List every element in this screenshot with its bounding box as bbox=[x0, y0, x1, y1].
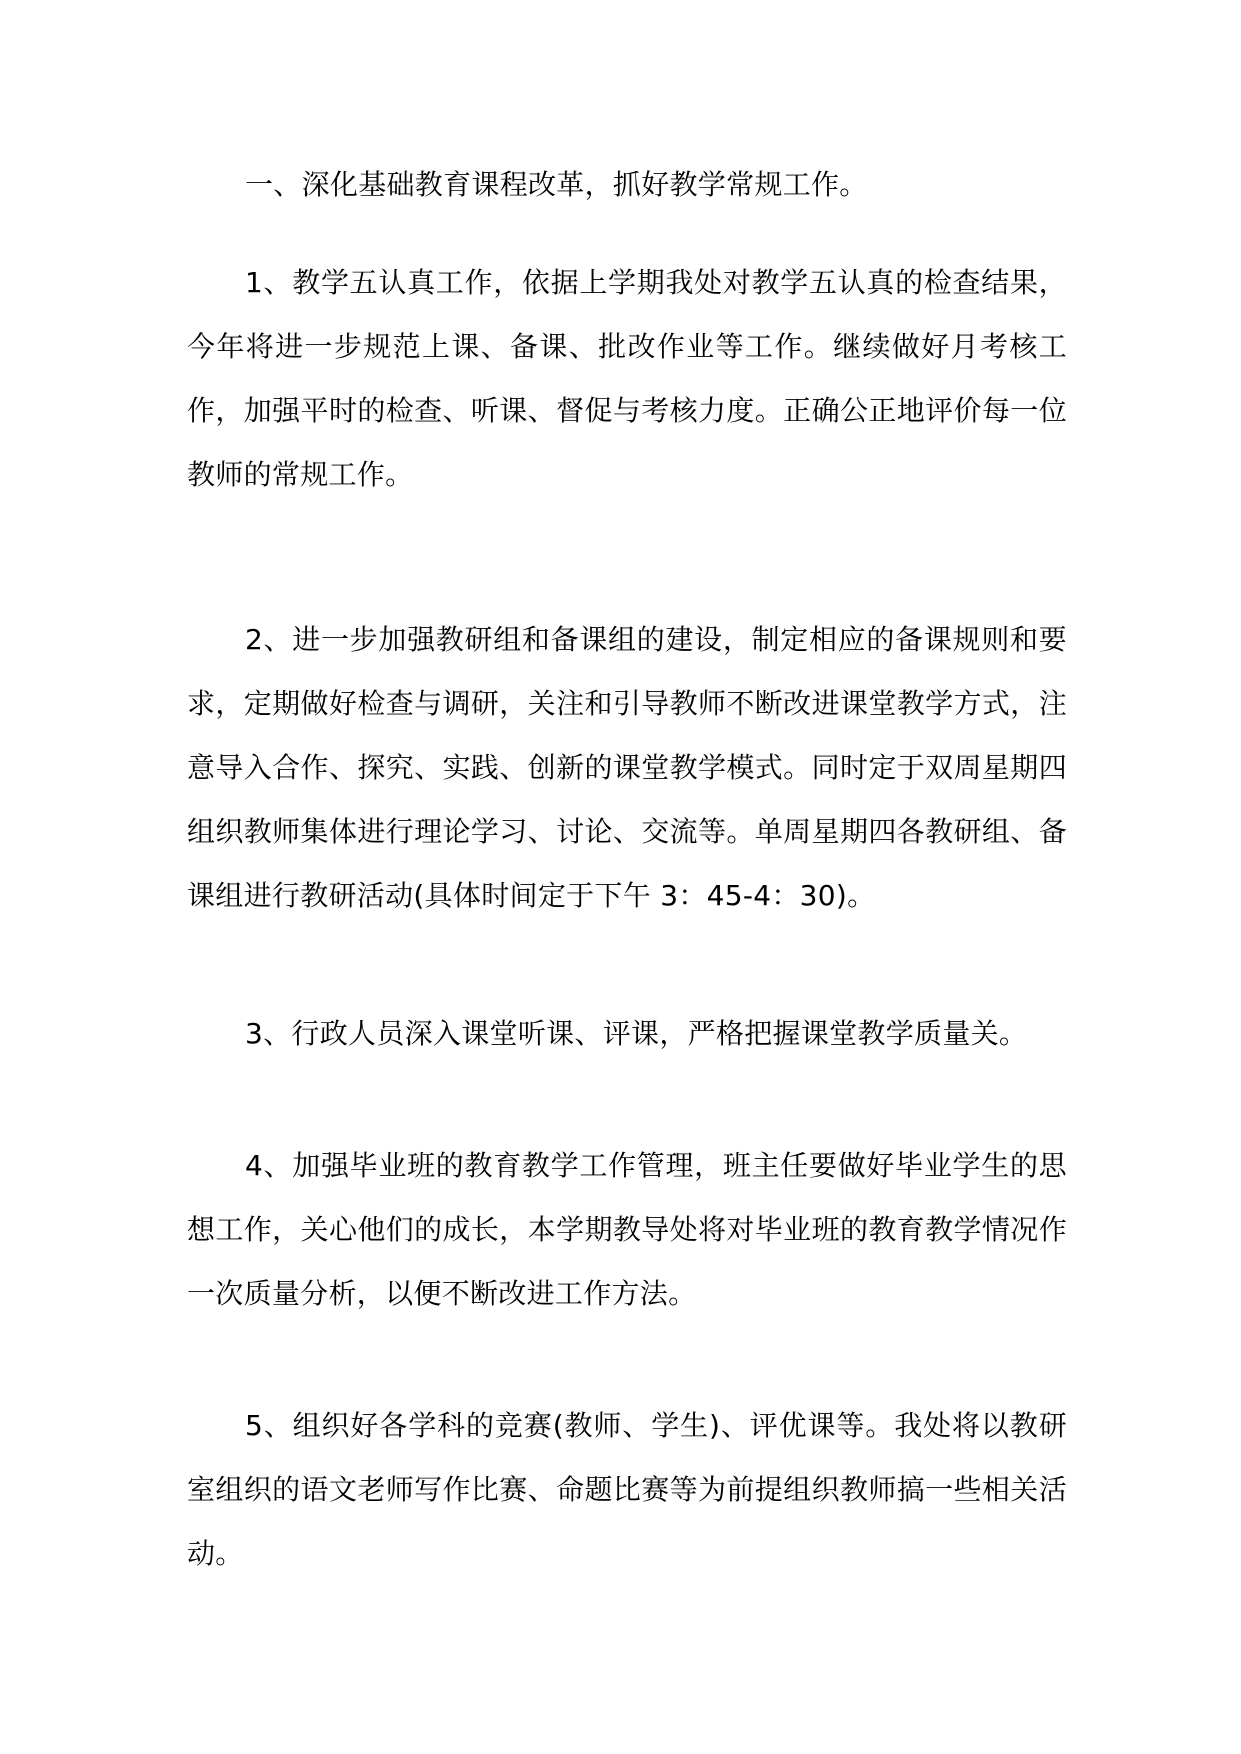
paragraph-item-4: 4、加强毕业班的教育教学工作管理，班主任要做好毕业学生的思想工作，关心他们的成长，本学期教导处将对毕业班的教育教学情况作一次质量分析，以便不断改进工作方法。 bbox=[187, 1149, 1067, 1310]
paragraph-item-2: 2、进一步加强教研组和备课组的建设，制定相应的备课规则和要求，定期做好检查与调研，关注和引导教师不断改进课堂教学方式，注意导入合作、探究、实践、创新的课堂教学模式。同时定于双周星期四组织教师集体进行理论学习、讨论、交流等。单周星期四各教研组、备课组进行教研活动(具体时间定于下午 3：45-4：30)。 bbox=[187, 623, 1067, 912]
paragraph-item-3: 3、行政人员深入课堂听课、评课，严格把握课堂教学质量关。 bbox=[245, 1017, 1028, 1050]
section-heading: 一、深化基础教育课程改革，抓好教学常规工作。 bbox=[245, 168, 868, 201]
paragraph-item-1: 1、教学五认真工作，依据上学期我处对教学五认真的检查结果，今年将进一步规范上课、备课、批改作业等工作。继续做好月考核工作，加强平时的检查、听课、督促与考核力度。正确公正地评价每一位教师的常规工作。 bbox=[187, 266, 1067, 491]
paragraph-item-5: 5、组织好各学科的竞赛(教师、学生)、评优课等。我处将以教研室组织的语文老师写作比赛、命题比赛等为前提组织教师搞一些相关活动。 bbox=[187, 1409, 1067, 1570]
